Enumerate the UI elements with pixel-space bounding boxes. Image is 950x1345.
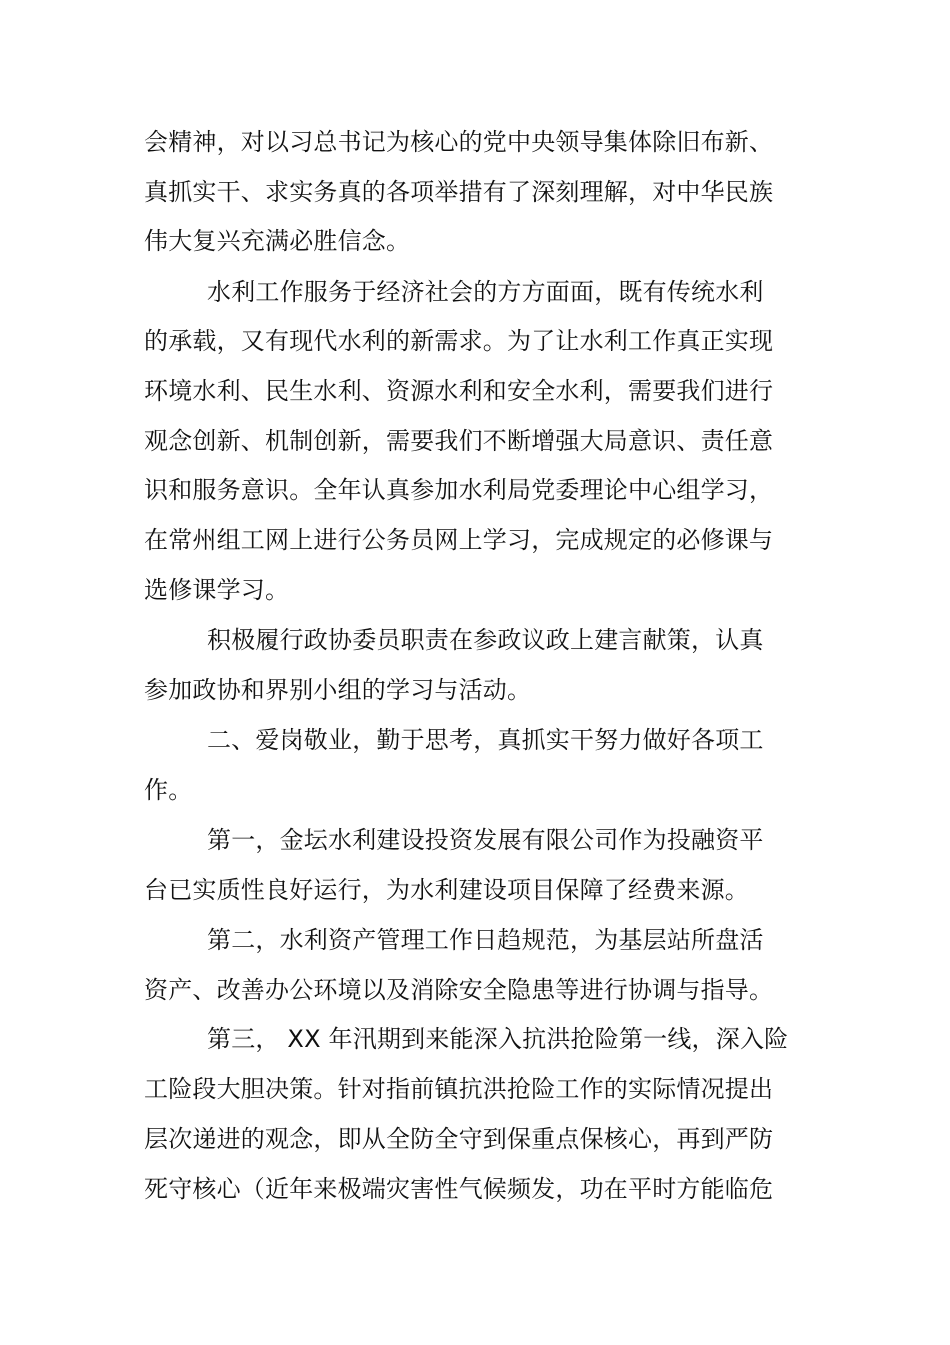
text-line: 第一，金坛水利建设投资发展有限公司作为投融资平 <box>207 826 764 854</box>
text-line: 二、爱岗敬业，勤于思考，真抓实干努力做好各项工 <box>207 726 764 754</box>
text-line: 水利工作服务于经济社会的方方面面，既有传统水利 <box>207 278 764 306</box>
text-line: 伟大复兴充满必胜信念。 <box>144 227 411 255</box>
text-line: 积极履行政协委员职责在参政议政上建言献策，认真 <box>207 626 764 654</box>
text-line: 层次递进的观念，即从全防全守到保重点保核心，再到严防 <box>144 1125 774 1153</box>
text-line: 第二，水利资产管理工作日趋规范，为基层站所盘活 <box>207 926 764 954</box>
text-line: 参加政协和界别小组的学习与活动。 <box>144 676 532 704</box>
text-line: 死守核心（近年来极端灾害性气候频发，功在平时方能临危 <box>144 1175 774 1203</box>
text-line: 工险段大胆决策。针对指前镇抗洪抢险工作的实际情况提出 <box>144 1075 774 1103</box>
text-line: 资产、改善办公环境以及消除安全隐患等进行协调与指导。 <box>144 976 774 1004</box>
text-line: 观念创新、机制创新，需要我们不断增强大局意识、责任意 <box>144 427 774 455</box>
text-line: 的承载，又有现代水利的新需求。为了让水利工作真正实现 <box>144 327 774 355</box>
text-line: 台已实质性良好运行，为水利建设项目保障了经费来源。 <box>144 876 749 904</box>
text-line: 识和服务意识。全年认真参加水利局党委理论中心组学习， <box>144 476 774 504</box>
text-line: 在常州组工网上进行公务员网上学习，完成规定的必修课与 <box>144 526 774 554</box>
text-line: 真抓实干、求实务真的各项举措有了深刻理解，对中华民族 <box>144 178 774 206</box>
text-line: 作。 <box>144 776 193 804</box>
text-line: 第三， XX 年汛期到来能深入抗洪抢险第一线，深入险 <box>207 1025 789 1053</box>
text-line: 选修课学习。 <box>144 576 290 604</box>
text-line: 会精神，对以习总书记为核心的党中央领导集体除旧布新、 <box>144 128 774 156</box>
text-line: 环境水利、民生水利、资源水利和安全水利，需要我们进行 <box>144 377 774 405</box>
